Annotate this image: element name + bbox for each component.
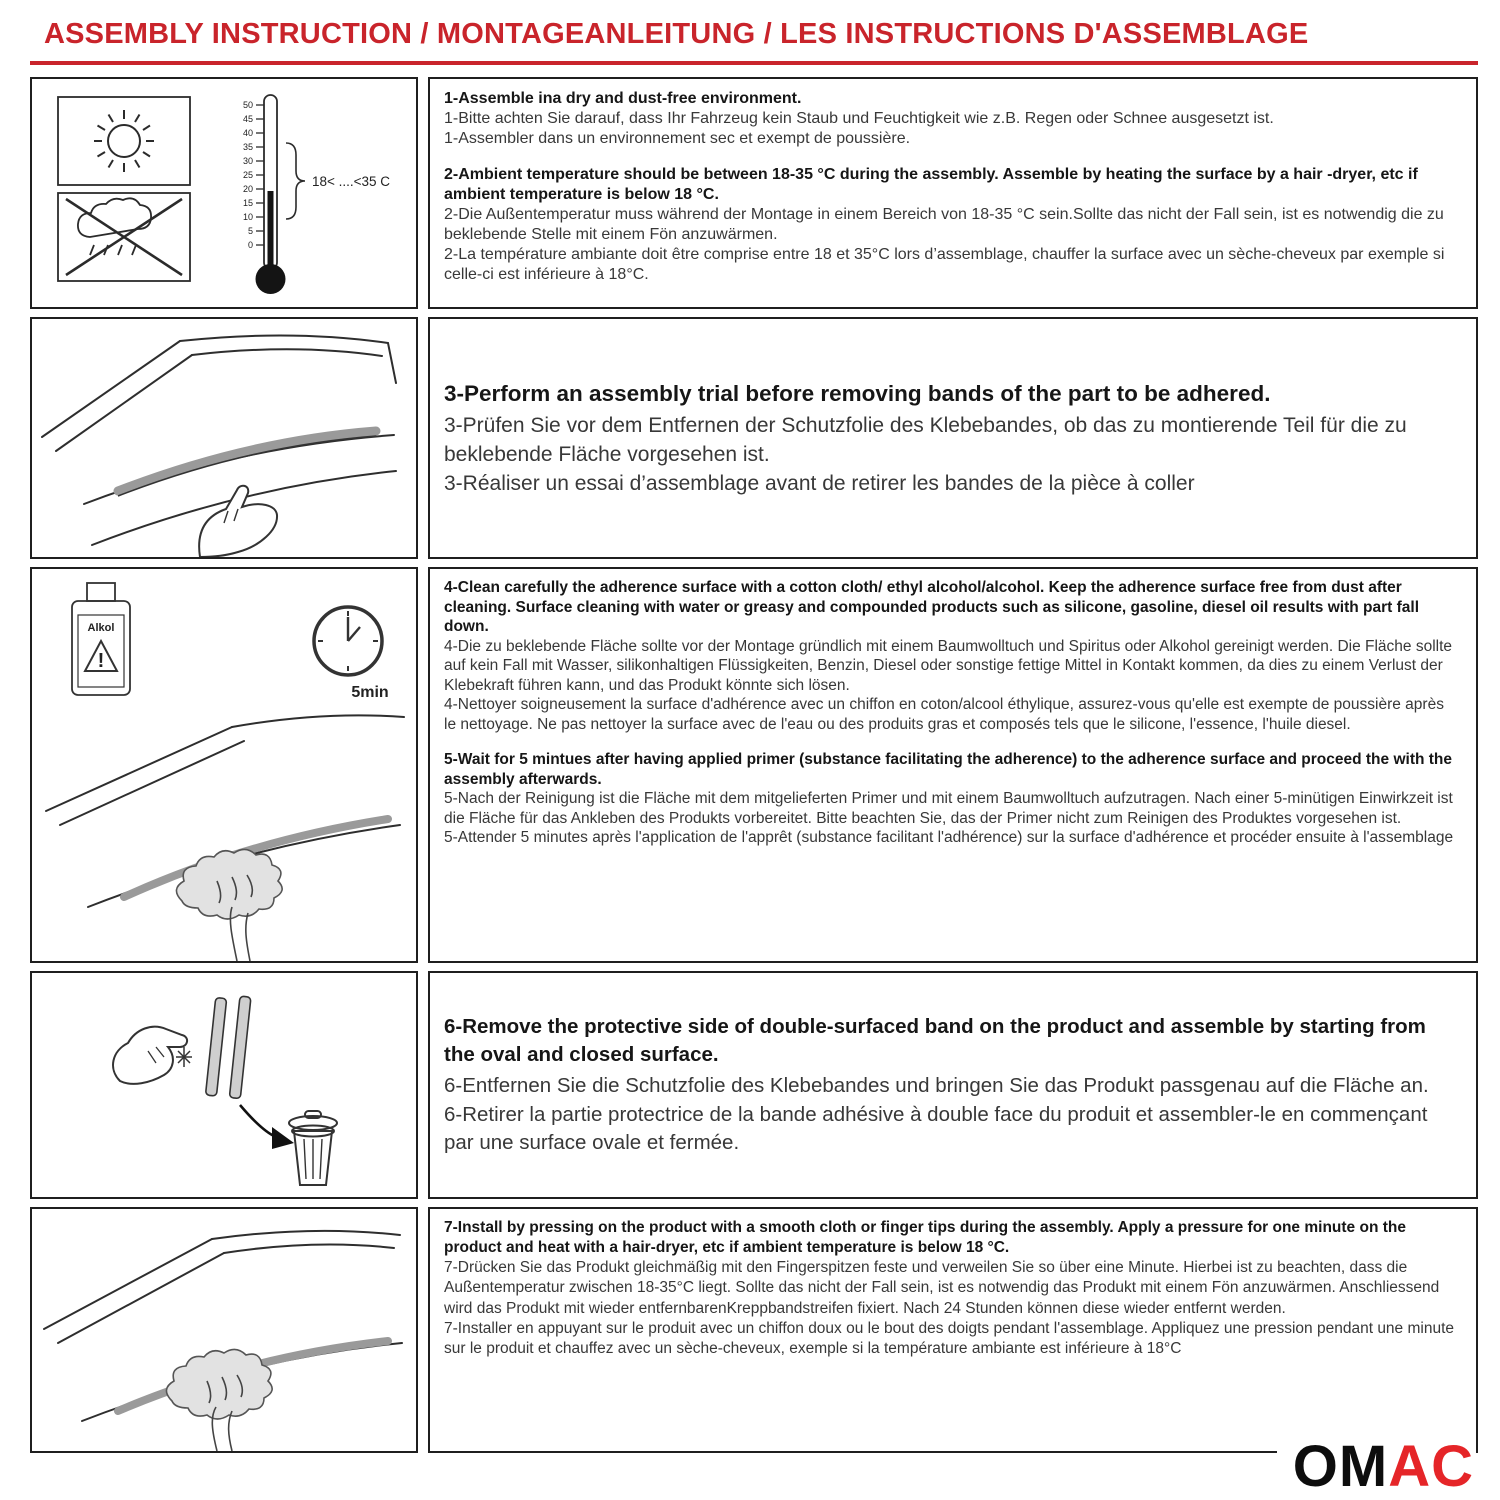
section-3-row (30, 567, 1478, 963)
cloth-icon (166, 1349, 272, 1419)
instruction-paragraph: 6-Entfernen Sie die Schutzfolie des Klebebandes und bringen Sie das Produkt passgenau auf die Fläche an. (444, 1074, 1429, 1098)
section-2-row (30, 317, 1478, 559)
omac-logo-red-part: AC (1388, 1433, 1474, 1499)
instruction-paragraph: 7-Drücken Sie das Produkt gleichmäßig mit den Fingerspitzen feste und verweilen Sie so über eine Minute. Hierbei ist zu beachten, dass die Außentemperatur zwischen 18-35°C liegt. Sollte das nicht der Fall sein, ist es notwendig das Produkt mit einem Fön anzuwärmen. Anschliessend wird das Produkt mit wieder entfernbarenKreppbandstreifen fixiert. Nach 24 Stunden können diese wieder entfernt werden. (444, 1259, 1440, 1317)
svg-text:40: 40 (242, 128, 253, 138)
svg-text:50: 50 (242, 100, 253, 110)
instruction-paragraph: 1-Assembler dans un environnement sec et exempt de poussière. (444, 130, 911, 147)
section-5-illustration (30, 1207, 418, 1453)
section-5-row (30, 1207, 1478, 1453)
environment-temperature-drawing (32, 79, 416, 307)
alcohol-bottle-icon (72, 583, 130, 695)
svg-text:0: 0 (247, 240, 253, 250)
svg-text:10: 10 (242, 212, 253, 222)
clock-duration-label: 5min (351, 684, 389, 701)
trash-can-icon (289, 1111, 337, 1185)
svg-text:5: 5 (247, 226, 253, 236)
instruction-paragraph: 3-Prüfen Sie vor dem Entfernen der Schutzfolie des Klebebandes, ob das zu montierende Teil für die zu beklebende Fläche vorgesehen ist. (444, 413, 1407, 466)
cleaning-primer-drawing (32, 569, 416, 961)
arrow-icon (240, 1105, 294, 1149)
cloth-icon (176, 849, 282, 919)
title-underline (30, 61, 1478, 65)
instruction-paragraph: 5-Wait for 5 mintues after having applied primer (substance facilitating the adherence) to the adherence surface and proceed the with the assembly afterwards. (444, 751, 1452, 788)
instruction-paragraph: 7-Installer en appuyant sur le produit avec un chiffon doux ou le bout des doigts pendant l'assemblage. Appliquez une pression pendant une minute sur le produit et chauffez avec un sèche-cheveux, exemple si la température ambiante est inférieure à 18°C (444, 1319, 1455, 1357)
sun-icon (94, 110, 154, 172)
instruction-paragraph: 3-Réaliser un essai d’assemblage avant de retirer les bandes de la pièce à coller (444, 471, 1195, 495)
svg-text:20: 20 (242, 184, 253, 194)
range-bracket (286, 143, 305, 219)
hand-icon (199, 486, 277, 557)
omac-logo-black-part: OM (1292, 1433, 1389, 1499)
instruction-paragraph: 1-Bitte achten Sie darauf, dass Ihr Fahrzeug kein Staub und Feuchtigkeit wie z.B. Regen oder Schnee ausgesetzt ist. (444, 110, 1274, 127)
thermometer-scale (243, 100, 253, 250)
section-4-row (30, 971, 1478, 1199)
svg-text:15: 15 (242, 198, 253, 208)
instruction-paragraph: 4-Die zu beklebende Fläche sollte vor der Montage gründlich mit einem Baumwolltuch und Spiritus oder Alkohol gereinigt werden. Die Fläche sollte auf kein Fall mit Wasser, silikonhaltigen Flüssigkeiten, Benzin, Diesel oder sonstige fettige Mittel in Kontakt kommen, da dies zu einem Verlust der Klebekraft führen kann, und das Produkt könnte sich lösen. (444, 637, 1453, 694)
instruction-paragraph: 4-Clean carefully the adherence surface with a cotton cloth/ ethyl alcohol/alcohol. Keep the adherence surface free from dust after cleaning. Surface cleaning with water or greasy and compounded products such as silicone, gasoline, diesel oil results with part fall down. (444, 579, 1420, 636)
section-2-illustration (30, 317, 418, 559)
section-1-row (30, 77, 1478, 309)
instruction-paragraph: 5-Nach der Reinigung ist die Fläche mit dem mitgelieferten Primer und mit einem Baumwolltuch aufzutragen. Nach einer 5-minütigen Einwirkzeit ist die Fläche für das Ankleben des Produkts vorbereitet. Bitte beachten Sie, das der Primer nicht zum Reinigen des Produktes vorgesehen ist. (444, 790, 1453, 827)
instruction-paragraph: 2-Ambient temperature should be between 18-35 °C during the assembly. Assemble by heating the surface by a hair -dryer, etc if ambient temperature is below 18 °C. (444, 166, 1418, 203)
press-install-drawing (32, 1209, 416, 1451)
instruction-paragraph: 3-Perform an assembly trial before removing bands of the part to be adhered. (444, 380, 1271, 406)
instruction-paragraph: 6-Remove the protective side of double-surfaced band on the product and assemble by starting from the oval and closed surface. (444, 1014, 1426, 1067)
assembly-trial-drawing (32, 319, 416, 557)
thermometer-icon (243, 95, 390, 294)
svg-text:25: 25 (242, 170, 253, 180)
remove-band-drawing (32, 973, 416, 1197)
instruction-paragraph: 2-La température ambiante doit être comprise entre 18 et 35°C lors d’assemblage, chauffer la surface avec un sèche-cheveux par exemple si celle-ci est inférieure à 18°C. (444, 246, 1445, 283)
section-3-textbox (428, 567, 1478, 963)
section-2-textbox (428, 317, 1478, 559)
instruction-paragraph: 1-Assemble ina dry and dust-free environment. (444, 90, 802, 107)
svg-text:30: 30 (242, 156, 253, 166)
section-4-illustration (30, 971, 418, 1199)
temperature-range-label: 18< ....<35 C (312, 174, 391, 189)
svg-text:35: 35 (242, 142, 253, 152)
sparkle-icon (176, 1047, 192, 1067)
section-1-textbox (428, 77, 1478, 309)
hand-icon (113, 1027, 187, 1084)
instruction-paragraph: 7-Install by pressing on the product with a smooth cloth or finger tips during the assembly. Apply a pressure for one minute on the product and heat with a hair-dryer, etc if ambient temperature is below 18 °C. (444, 1219, 1406, 1257)
bottle-label: Alkol (87, 622, 115, 634)
clock-icon (314, 607, 389, 701)
section-4-textbox (428, 971, 1478, 1199)
warning-icon (85, 641, 117, 672)
instruction-paragraph: 4-Nettoyer soigneusement la surface d'adhérence avec un chiffon en coton/alcool éthylique, assurez-vous qu'elle est exempte de poussière après le nettoyage. Ne pas nettoyer la surface avec de l'eau ou des produits gras et composés tels que le silicone, l'essence, l'huile diesel. (444, 696, 1444, 733)
page-title: ASSEMBLY INSTRUCTION / MONTAGEANLEITUNG / LES INSTRUCTIONS D'ASSEMBLAGE (44, 18, 1309, 50)
adhesive-band-strips (205, 994, 250, 1099)
instruction-paragraph: 5-Attender 5 minutes après l'application de l'apprêt (substance facilitant l'adhérence) sur la surface d'adhérence et procéder ensuite à l'assemblage (444, 829, 1454, 847)
instruction-paragraph: 2-Die Außentemperatur muss während der Montage in einem Bereich von 18-35 °C sein.Sollte das nicht der Fall sein, ist es notwendig die zu beklebende Stelle mit einem Fön anzuwärmen. (444, 206, 1444, 243)
svg-text:!: ! (97, 650, 105, 672)
no-rain-icon (66, 198, 182, 275)
svg-text:45: 45 (242, 114, 253, 124)
section-3-illustration (30, 567, 418, 963)
omac-logo (1277, 1433, 1476, 1499)
section-1-illustration (30, 77, 418, 309)
section-5-textbox (428, 1207, 1478, 1453)
instruction-paragraph: 6-Retirer la partie protectrice de la bande adhésive à double face du produit et assembler-le en commençant par une surface ovale et fermée. (444, 1102, 1428, 1154)
